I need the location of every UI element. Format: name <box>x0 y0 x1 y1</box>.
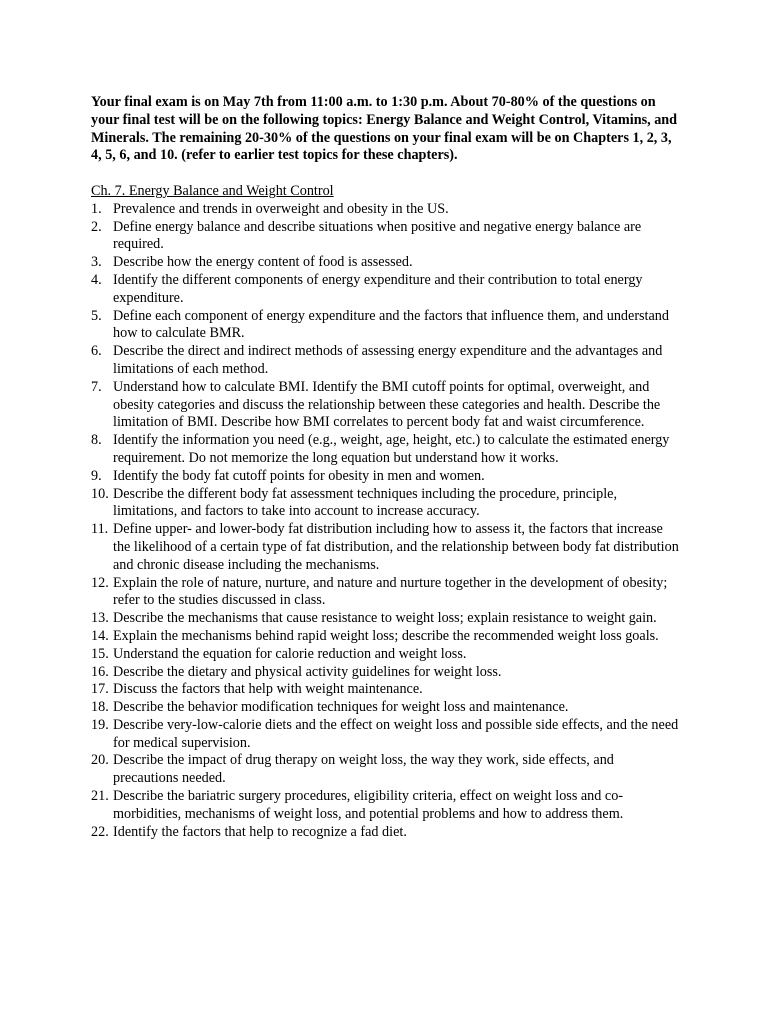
list-item-text: Explain the mechanisms behind rapid weight loss; describe the recommended weight loss goals. <box>113 627 659 644</box>
list-item-number: 17. <box>91 681 109 698</box>
list-item-number: 3. <box>91 254 102 271</box>
list-item-text: Describe the different body fat assessment techniques including the procedure, principle, limitations, and factors to take into account to increase accuracy. <box>113 485 618 520</box>
document-page <box>91 94 681 841</box>
list-item <box>91 521 681 574</box>
list-item-number: 2. <box>91 218 102 235</box>
list-item <box>91 219 681 255</box>
list-item-number: 18. <box>91 699 109 716</box>
list-item <box>91 468 681 486</box>
list-item <box>91 272 681 308</box>
list-item <box>91 610 681 628</box>
list-item-number: 14. <box>91 627 109 644</box>
list-item <box>91 699 681 717</box>
section-heading: Ch. 7. Energy Balance and Weight Control <box>91 182 334 199</box>
list-item <box>91 201 681 219</box>
list-item-number: 20. <box>91 752 109 769</box>
list-item-number: 15. <box>91 645 109 662</box>
list-item-text: Prevalence and trends in overweight and obesity in the US. <box>113 200 449 217</box>
list-item-text: Describe the behavior modification techniques for weight loss and maintenance. <box>113 699 569 716</box>
list-item <box>91 379 681 432</box>
list-item-number: 12. <box>91 574 109 591</box>
exam-intro-paragraph: Your final exam is on May 7th from 11:00 a.m. to 1:30 p.m. About 70-80% of the questions on your final test will be on the following topics: Energy Balance and Weight Control, Vitamins, and Minerals. The remaining 20-30% of the questions on your final exam will be on Chapters 1, 2, 3, 4, 5, 6, and 10. (refer to earlier test topics for these chapters). <box>91 94 678 164</box>
list-item-number: 9. <box>91 467 102 484</box>
list-item-number: 19. <box>91 716 109 733</box>
list-item-text: Describe how the energy content of food is assessed. <box>113 254 413 271</box>
list-item-text: Describe the bariatric surgery procedures, eligibility criteria, effect on weight loss and co-morbidities, mechanisms of weight loss, and potential problems and how to address them. <box>113 788 624 822</box>
list-item <box>91 575 681 611</box>
list-item-text: Describe the direct and indirect methods of assessing energy expenditure and the advantages and limitations of each method. <box>113 343 663 377</box>
list-item <box>91 717 681 753</box>
list-item-number: 13. <box>91 610 109 627</box>
list-item <box>91 486 681 522</box>
list-item <box>91 343 681 379</box>
list-item <box>91 788 681 824</box>
list-item-text: Explain the role of nature, nurture, and nature and nurture together in the development of obesity; refer to the studies discussed in class. <box>113 574 668 609</box>
list-item-text: Define each component of energy expenditure and the factors that influence them, and understand how to calculate BMR. <box>113 307 669 342</box>
list-item-number: 4. <box>91 271 102 288</box>
list-item-text: Describe the impact of drug therapy on weight loss, the way they work, side effects, and precautions needed. <box>113 752 614 787</box>
list-item <box>91 432 681 468</box>
list-item-text: Identify the information you need (e.g., weight, age, height, etc.) to calculate the estimated energy requirement. Do not memorize the long equation but understand how it works. <box>113 432 670 466</box>
list-item-text: Identify the body fat cutoff points for obesity in men and women. <box>113 467 485 484</box>
list-item-number: 21. <box>91 788 109 805</box>
topic-list <box>91 201 681 842</box>
list-item-number: 7. <box>91 378 102 395</box>
list-item-text: Understand how to calculate BMI. Identify the BMI cutoff points for optimal, overweight, and obesity categories and discuss the relationship between these categories and health. Describe the limitation of BMI. Describe how BMI correlates to percent body fat and waist circumference. <box>113 378 661 431</box>
list-item-number: 22. <box>91 823 109 840</box>
list-item <box>91 664 681 682</box>
list-item-text: Understand the equation for calorie reduction and weight loss. <box>113 645 467 662</box>
list-item-text: Identify the factors that help to recognize a fad diet. <box>113 823 407 840</box>
list-item-number: 11. <box>91 521 109 538</box>
list-item-text: Define energy balance and describe situations when positive and negative energy balance are required. <box>113 218 642 253</box>
list-item <box>91 646 681 664</box>
list-item-number: 1. <box>91 200 102 217</box>
list-item-number: 10. <box>91 485 109 502</box>
list-item <box>91 254 681 272</box>
list-item-text: Describe very-low-calorie diets and the effect on weight loss and possible side effects, and the need for medical supervision. <box>113 716 679 751</box>
list-item <box>91 628 681 646</box>
list-item-text: Describe the dietary and physical activity guidelines for weight loss. <box>113 663 502 680</box>
list-item <box>91 824 681 842</box>
list-item-text: Identify the different components of energy expenditure and their contribution to total energy expenditure. <box>113 271 643 306</box>
list-item <box>91 308 681 344</box>
list-item <box>91 681 681 699</box>
list-item-number: 8. <box>91 432 102 449</box>
list-item-number: 16. <box>91 663 109 680</box>
list-item-number: 5. <box>91 307 102 324</box>
list-item-text: Define upper- and lower-body fat distribution including how to assess it, the factors that increase the likelihood of a certain type of fat distribution, and the relationship between body fat distribution and chronic disease including the mechanisms. <box>113 521 679 573</box>
list-item <box>91 752 681 788</box>
list-item-number: 6. <box>91 343 102 360</box>
list-item-text: Describe the mechanisms that cause resistance to weight loss; explain resistance to weight gain. <box>113 610 657 627</box>
list-item-text: Discuss the factors that help with weight maintenance. <box>113 681 423 698</box>
